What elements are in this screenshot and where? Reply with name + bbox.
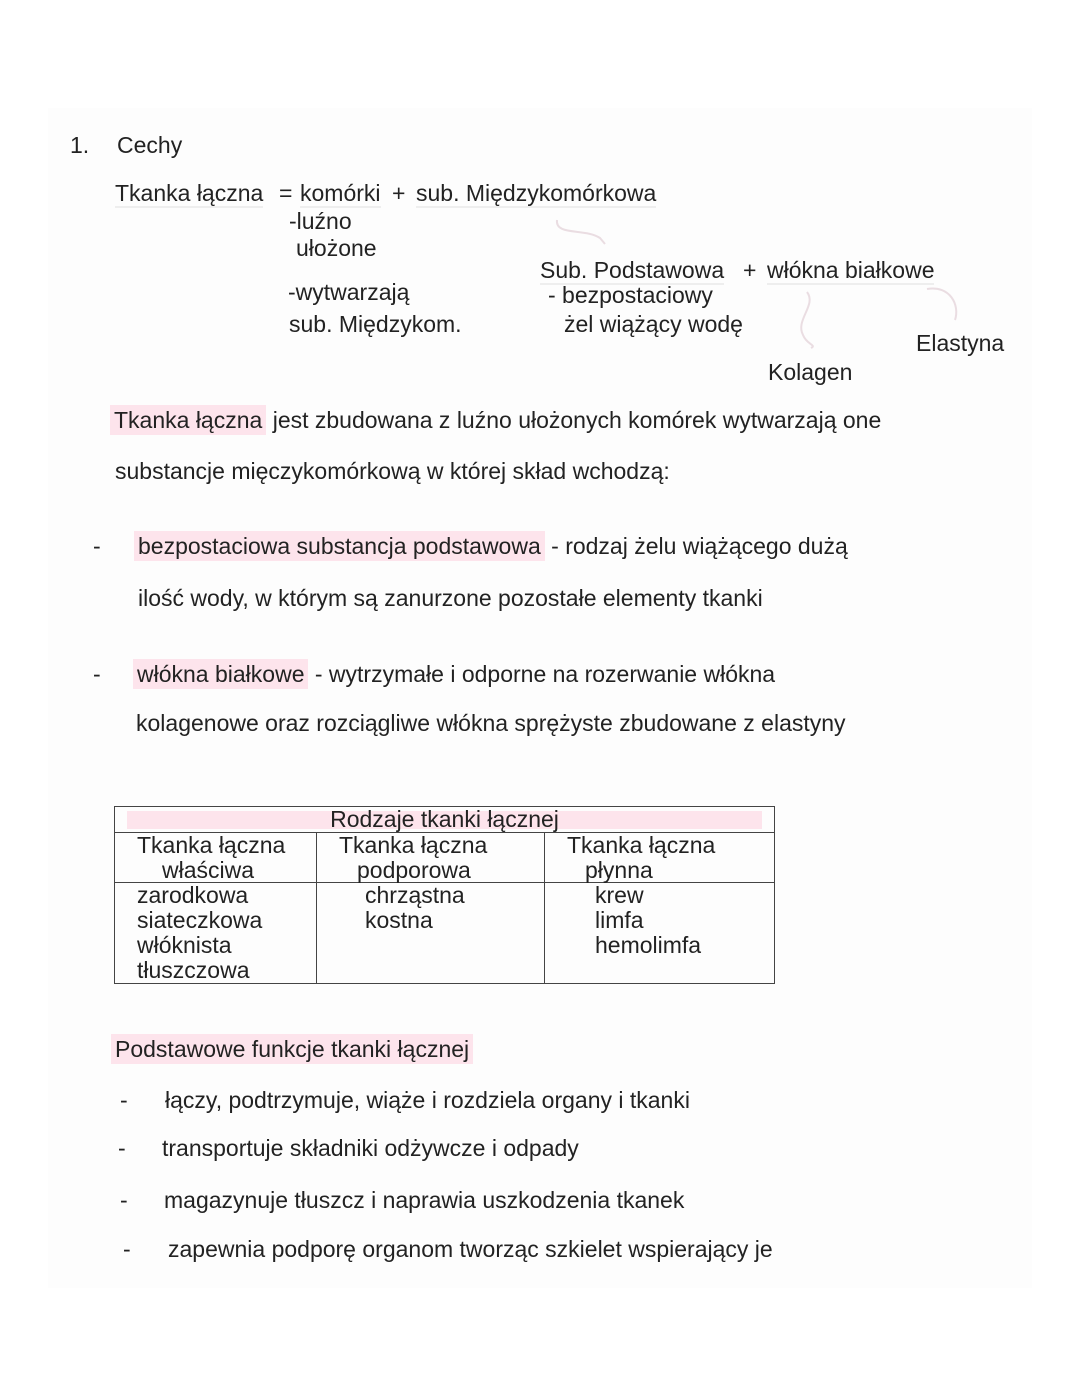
bullet-dash: - bbox=[120, 1087, 128, 1113]
tissue-types-table bbox=[114, 806, 775, 984]
diagram-eq: = bbox=[279, 180, 293, 206]
fiber-type: Kolagen bbox=[768, 359, 853, 385]
cell-item: kostna bbox=[365, 907, 433, 934]
arrow-icon bbox=[555, 218, 615, 248]
table-header bbox=[317, 832, 545, 883]
table-header bbox=[115, 832, 317, 883]
arrow-icon bbox=[925, 285, 965, 330]
matrix-plus: + bbox=[743, 257, 757, 283]
cell-item: krew bbox=[595, 882, 644, 909]
arrow-icon bbox=[795, 290, 825, 355]
cells-note: ułożone bbox=[296, 235, 377, 261]
diagram-matrix: sub. Międzykomórkowa bbox=[416, 180, 656, 208]
cells-note: -luźno bbox=[289, 208, 352, 234]
section-title: Cechy bbox=[117, 132, 183, 158]
bullet-text: - wytrzymałe i odporne na rozerwanie włókna bbox=[314, 661, 776, 687]
table-cell bbox=[545, 883, 775, 983]
table-cell bbox=[317, 883, 545, 983]
bullet-cont: kolagenowe oraz rozciągliwe włókna sprężyste zbudowane z elastyny bbox=[136, 710, 846, 736]
header-line: podporowa bbox=[357, 856, 471, 883]
cell-item: tłuszczowa bbox=[137, 956, 250, 983]
bullet-dash: - bbox=[123, 1236, 131, 1262]
header-line: Tkanka łączna bbox=[137, 831, 286, 858]
fiber-type: Elastyna bbox=[916, 330, 1005, 356]
header-line: Tkanka łączna bbox=[339, 831, 488, 858]
paragraph-line: substancje mięczykomórkową w której skład wchodzą: bbox=[115, 458, 670, 484]
header-line: właściwa bbox=[162, 856, 255, 883]
cell-item: włóknista bbox=[137, 932, 232, 959]
cell-item: limfa bbox=[595, 907, 644, 934]
cells-note: -wytwarzają bbox=[288, 279, 410, 305]
base-note: - bezpostaciowy bbox=[548, 282, 713, 308]
highlight-term: włókna białkowe bbox=[133, 659, 308, 689]
table-row bbox=[115, 883, 775, 983]
base-note: żel wiążący wodę bbox=[564, 311, 743, 337]
cell-item: zarodkowa bbox=[137, 882, 249, 909]
table-header bbox=[545, 832, 775, 883]
matrix-base: Sub. Podstawowa bbox=[540, 257, 724, 285]
highlight-term: Tkanka łączna bbox=[110, 405, 266, 435]
cell-item: chrząstna bbox=[365, 882, 465, 909]
diagram-plus: + bbox=[392, 180, 406, 206]
table-cell bbox=[115, 883, 317, 983]
header-line: Tkanka łączna bbox=[567, 831, 716, 858]
bullet-dash: - bbox=[93, 533, 101, 559]
matrix-fibers: włókna białkowe bbox=[767, 257, 934, 285]
cell-item: hemolimfa bbox=[595, 932, 702, 959]
paragraph-text: jest zbudowana z luźno ułożonych komórek wytwarzają one bbox=[272, 407, 882, 433]
table-header-row bbox=[115, 832, 775, 883]
bullet-text: - rodzaj żelu wiążącego dużą bbox=[551, 533, 848, 559]
diagram-term: Tkanka łączna bbox=[115, 180, 263, 208]
function-item: łączy, podtrzymuje, wiąże i rozdziela organy i tkanki bbox=[165, 1087, 690, 1113]
bullet-line bbox=[133, 661, 775, 687]
header-line: płynna bbox=[585, 856, 653, 883]
table-caption: Rodzaje tkanki łącznej bbox=[115, 807, 775, 833]
function-item: zapewnia podporę organom tworząc szkielet wspierający je bbox=[168, 1236, 773, 1262]
bullet-dash: - bbox=[93, 661, 101, 687]
bullet-dash: - bbox=[118, 1135, 126, 1161]
highlight-term: bezpostaciowa substancja podstawowa bbox=[134, 531, 545, 561]
bullet-dash: - bbox=[120, 1187, 128, 1213]
bullet-cont: ilość wody, w którym są zanurzone pozostałe elementy tkanki bbox=[138, 585, 763, 611]
function-item: magazynuje tłuszcz i naprawia uszkodzenia tkanek bbox=[164, 1187, 685, 1213]
functions-title: Podstawowe funkcje tkanki łącznej bbox=[111, 1034, 473, 1064]
cell-item: siateczkowa bbox=[137, 907, 263, 934]
function-item: transportuje składniki odżywcze i odpady bbox=[162, 1135, 579, 1161]
section-number: 1. bbox=[70, 132, 90, 158]
bullet-line bbox=[134, 533, 848, 559]
cells-note: sub. Międzykom. bbox=[289, 311, 462, 337]
paragraph-line bbox=[110, 407, 881, 433]
diagram-cells: komórki bbox=[300, 180, 381, 208]
